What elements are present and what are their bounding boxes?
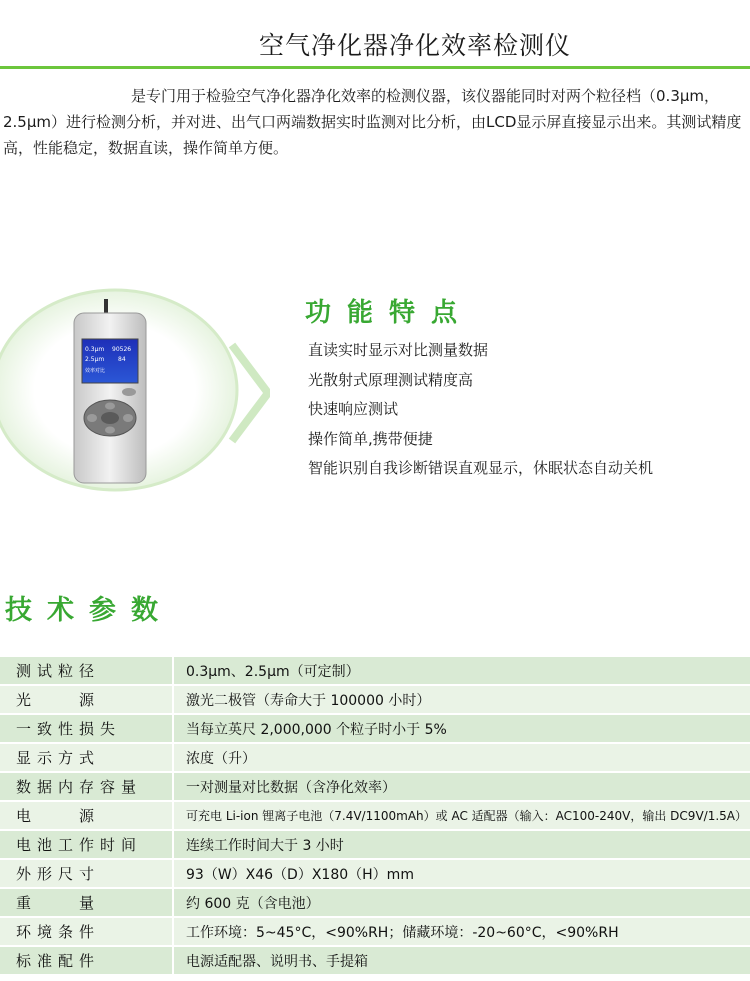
feature-item: 快速响应测试 — [308, 400, 399, 418]
screen-line1: 0.3μm — [85, 346, 105, 353]
spec-value: 工作环境：5~45°C，<90%RH；储藏环境：-20~60°C，<90%RH — [173, 917, 750, 946]
spec-key: 电 源 — [0, 801, 173, 830]
spec-key: 测试粒径 — [0, 657, 173, 685]
spec-key: 数据内存容量 — [0, 772, 173, 801]
spec-row — [0, 685, 750, 714]
specs-table — [0, 657, 750, 976]
specs-title: 技术参数 — [5, 595, 173, 626]
spec-key: 环境条件 — [0, 917, 173, 946]
spec-row — [0, 917, 750, 946]
spec-row — [0, 801, 750, 830]
intro-text: 是专门用于检验空气净化器净化效率的检测仪器，该仪器能同时对两个粒径档（0.3μm，2.5μm）进行检测分析，并对进、出气口两端数据实时监测对比分析，由LCD显示屏直接显示出来。其测试精度高，性能稳定，数据直读，操作简单方便。 — [3, 87, 742, 157]
screen-line2: 2.5μm — [85, 356, 105, 363]
spec-row — [0, 714, 750, 743]
spec-key: 重 量 — [0, 888, 173, 917]
features-title: 功能特点 — [305, 298, 474, 328]
spec-key: 标准配件 — [0, 946, 173, 975]
device-image — [0, 285, 270, 495]
spec-key: 光 源 — [0, 685, 173, 714]
feature-item: 智能识别自我诊断错误直观显示，休眠状态自动关机 — [308, 459, 654, 477]
spec-row — [0, 888, 750, 917]
spec-value: 浓度（升） — [173, 743, 750, 772]
spec-row — [0, 772, 750, 801]
spec-row — [0, 657, 750, 685]
spec-key: 外形尺寸 — [0, 859, 173, 888]
spec-value: 一对测量对比数据（含净化效率） — [173, 772, 750, 801]
intro-paragraph — [3, 83, 747, 161]
feature-item: 直读实时显示对比测量数据 — [308, 341, 489, 359]
spec-value: 93（W）X46（D）X180（H）mm — [173, 859, 750, 888]
spec-value: 可充电 Li-ion 锂离子电池（7.4V/1100mAh）或 AC 适配器（输入：AC100-240V，输出 DC9V/1.5A） — [173, 801, 750, 830]
feature-item: 操作简单,携带便捷 — [308, 429, 433, 448]
spec-row — [0, 859, 750, 888]
spec-value: 0.3μm、2.5μm（可定制） — [173, 657, 750, 685]
spec-value: 电源适配器、说明书、手提箱 — [173, 946, 750, 975]
spec-row — [0, 743, 750, 772]
spec-value: 约 600 克（含电池） — [173, 888, 750, 917]
spec-key: 电池工作时间 — [0, 830, 173, 859]
spec-row — [0, 946, 750, 975]
page-title: 空气净化器净化效率检测仪 — [258, 31, 571, 60]
feature-item: 光散射式原理测试精度高 — [308, 370, 474, 389]
title-divider — [0, 66, 750, 69]
screen-line2-value: 84 — [118, 356, 126, 363]
spec-key: 显示方式 — [0, 743, 173, 772]
spec-value: 连续工作时间大于 3 小时 — [173, 830, 750, 859]
spec-key: 一致性损失 — [0, 714, 173, 743]
power-button-icon — [122, 388, 136, 396]
spec-row — [0, 830, 750, 859]
features-list — [308, 336, 653, 484]
spec-value: 当每立英尺 2,000,000 个粒子时小于 5% — [173, 714, 750, 743]
spec-value: 激光二极管（寿命大于 100000 小时） — [173, 685, 750, 714]
device-illustration — [0, 285, 270, 495]
screen-line3: 效率对比 — [85, 368, 106, 374]
screen-line1-value: 90526 — [112, 346, 132, 353]
